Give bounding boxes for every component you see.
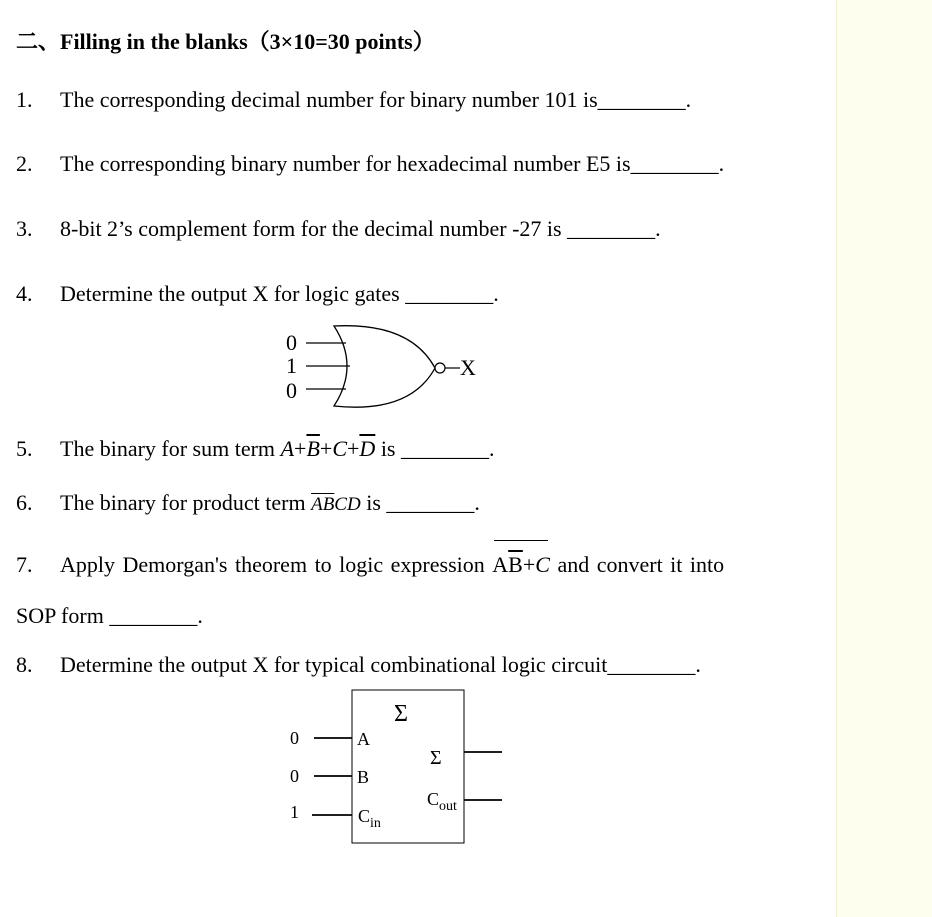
answer-blank[interactable]: ________ [405,281,494,306]
answer-blank[interactable]: ________ [109,603,198,628]
plus-sign: + [319,436,333,461]
question-text-continued: SOP form [16,603,110,628]
adder-input-b-value: 0 [290,766,299,786]
sum-term-expression [281,436,376,461]
nor-inversion-bubble [435,363,445,373]
section-heading: 二、Filling in the blanks（3×10=30 points） [16,29,435,54]
pin-letter: C [427,789,440,809]
page-margin [836,0,932,917]
var-b: B [322,494,335,515]
pin-subscript: in [370,816,381,831]
nor-input-2-value: 1 [286,353,297,378]
question-text: The corresponding decimal number for binary number 101 is [60,87,598,112]
question-3 [16,216,661,242]
var-b-bar: $\overline{B}$ [508,552,523,577]
plus-sign: + [347,436,360,461]
var-a: A [492,552,509,577]
question-number: 7. [16,552,33,577]
var-d-bar: $\overline{D}$ [359,436,376,461]
question-number: 5. [16,436,33,461]
period: . [695,652,701,677]
period: . [718,151,725,176]
var-b-bar: $\overline{B}$ [306,436,320,461]
adder-input-cin-value: 1 [290,802,299,822]
product-term-bar-group [311,494,334,515]
question-text: Apply Demorgan's theorem to logic expression [60,552,493,577]
product-term-expression [311,494,361,515]
var-c: C [332,436,347,461]
question-1 [16,87,691,113]
var-a: A [311,494,323,515]
question-number: 4. [16,281,33,306]
question-text: The corresponding binary number for hexadecimal number E5 is [60,151,631,176]
demorgan-expression [492,552,550,578]
question-7-line-2 [16,603,203,629]
pin-subscript: out [439,799,457,814]
answer-blank[interactable]: ________ [597,87,686,112]
plus-sign: + [294,436,307,461]
question-number: 1. [16,87,33,112]
period: . [685,87,692,112]
answer-blank[interactable]: ________ [630,151,719,176]
var-c: C [535,552,550,577]
question-2 [16,151,724,177]
question-number: 2. [16,151,33,176]
pin-letter: C [358,806,371,826]
adder-pin-b: B [357,767,370,787]
period: . [489,436,495,461]
var-a: A [280,436,295,461]
plus-sign: + [522,552,536,577]
question-text: Determine the output X for logic gates [60,281,406,306]
question-text: Determine the output X for typical combinational logic circuit [60,652,608,677]
var-d: D [346,494,361,515]
full-adder-diagram [284,688,508,848]
var-c: C [334,494,347,515]
question-number: 8. [16,652,33,677]
adder-pin-cout [427,789,457,814]
question-text-after: and convert it into [549,552,725,577]
question-4 [16,281,499,307]
question-number: 3. [16,216,33,241]
question-number: 6. [16,490,33,515]
outer-complement-bar [494,540,548,541]
answer-blank[interactable]: ________ [567,216,656,241]
period: . [197,603,203,628]
adder-pin-sum: Σ [430,747,442,769]
question-6 [16,490,480,518]
question-7 [16,552,724,578]
question-text-after: is [360,490,387,515]
adder-title-sigma: Σ [394,701,408,727]
question-8 [16,652,701,678]
adder-pin-a: A [357,729,370,749]
question-text: 8-bit 2’s complement form for the decimal number -27 is [60,216,568,241]
nor-input-3-value: 0 [286,378,297,403]
period: . [655,216,661,241]
nor-output-label: X [460,355,476,380]
question-5 [16,436,495,462]
question-text: The binary for sum term [60,436,281,461]
question-text-after: is [375,436,401,461]
nor-input-1-value: 0 [286,330,297,355]
period: . [474,490,480,515]
nor-gate-diagram [280,322,490,412]
question-text: The binary for product term [60,490,312,515]
adder-input-a-value: 0 [290,728,299,748]
answer-blank[interactable]: ________ [401,436,489,461]
period: . [493,281,499,306]
answer-blank[interactable]: ________ [386,490,475,515]
adder-pin-cin [358,806,381,831]
answer-blank[interactable]: ________ [607,652,696,677]
